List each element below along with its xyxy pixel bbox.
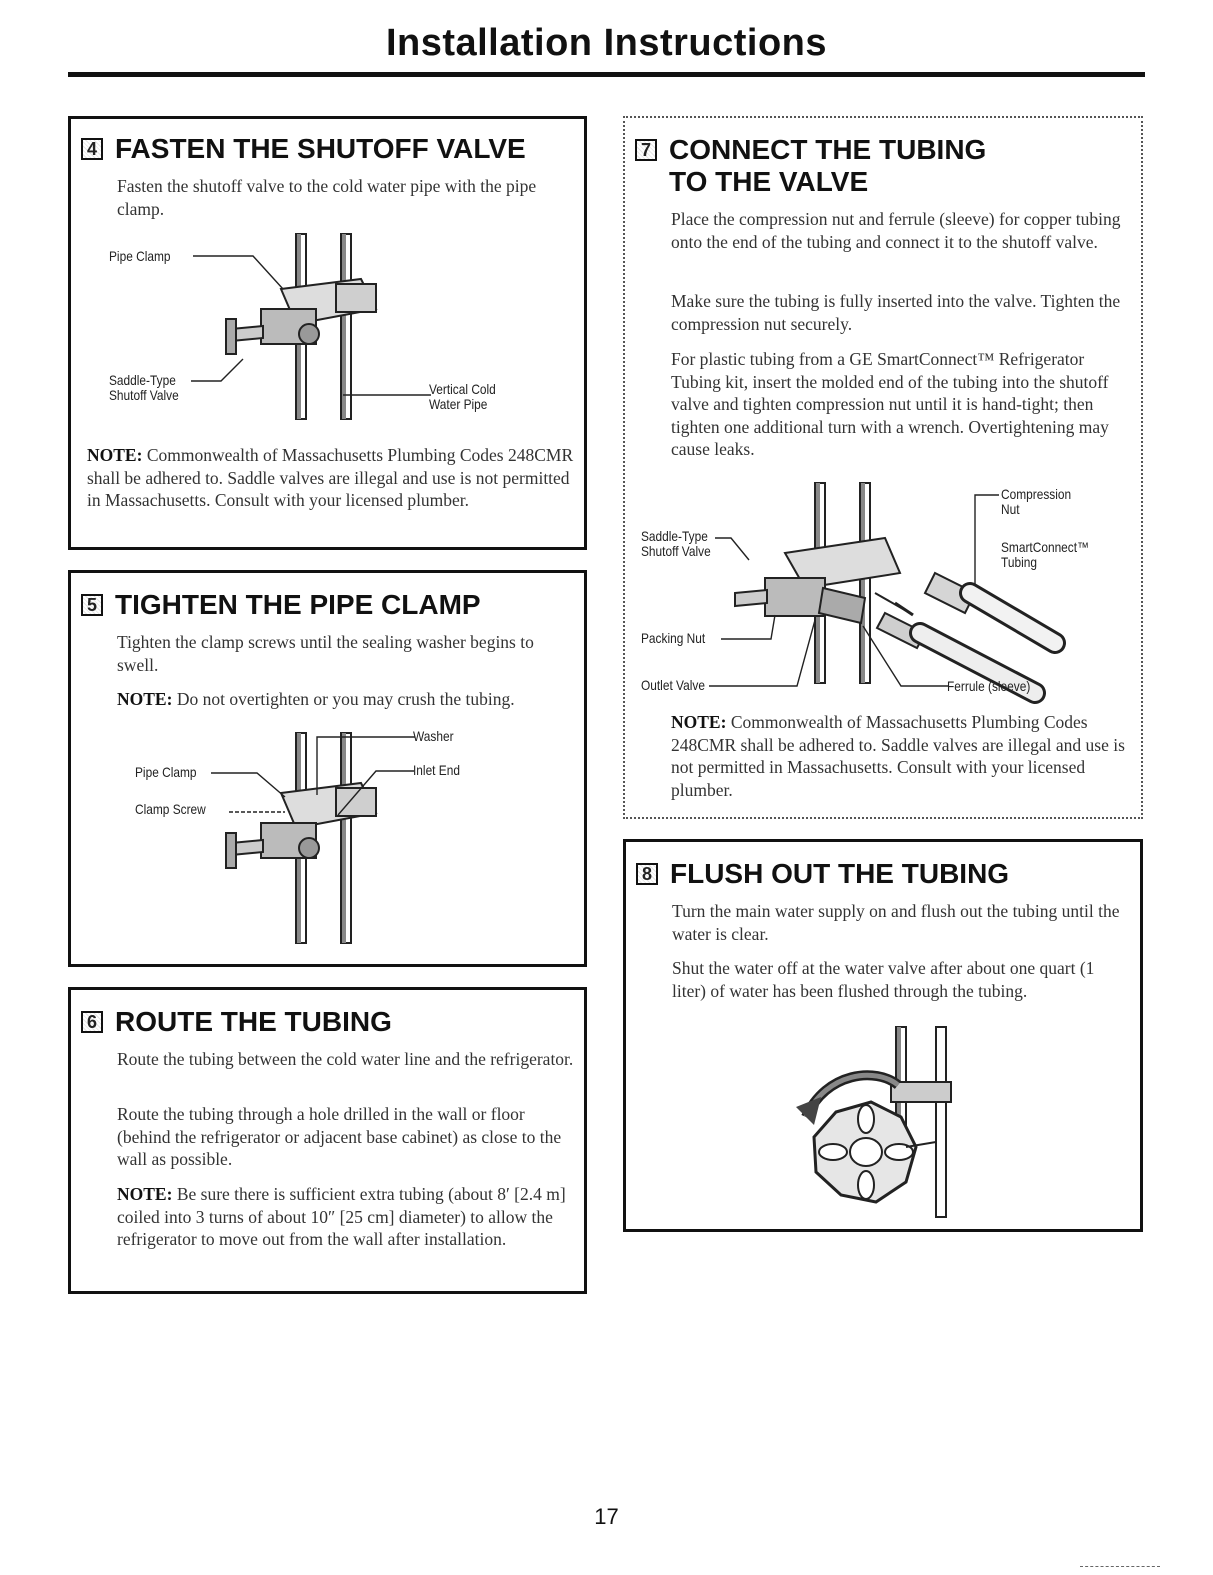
section-6-para-2: Route the tubing through a hole drilled in the wall or floor (behind the refrigerator or adjacent base cabinet) as close to the wall as possible. xyxy=(117,1104,562,1169)
label-outlet-valve: Outlet Valve xyxy=(641,677,705,693)
label-water-pipe: Water Pipe xyxy=(429,396,488,412)
step-number-7: 7 xyxy=(635,139,657,161)
section-4-fasten-valve xyxy=(68,116,587,550)
leader-outlet-valve xyxy=(709,618,819,690)
section-6-note: NOTE: Be sure there is sufficient extra tubing (about 8′ [2.4 m] coiled into 3 turns of about 10″ [25 cm] diameter) to allow the refrigerator to move out from the wall after installation. xyxy=(117,1184,566,1249)
label-pipe-clamp: Pipe Clamp xyxy=(109,248,171,264)
bottom-dashed-rule xyxy=(1080,1566,1160,1567)
leader-pipe-clamp-5 xyxy=(211,771,291,801)
leader-clamp-screw xyxy=(229,808,289,818)
section-7-para-1: Place the compression nut and ferrule (sleeve) for copper tubing onto the end of the tubing and connect it to the shutoff valve. xyxy=(671,209,1121,252)
section-5-title: TIGHTEN THE PIPE CLAMP xyxy=(115,589,481,620)
label-compression: Compression xyxy=(1001,486,1072,502)
leader-inlet-end xyxy=(336,769,416,819)
page-number: 17 xyxy=(594,1504,619,1529)
label-washer: Washer xyxy=(413,728,454,744)
label-smartconnect: SmartConnect™ xyxy=(1001,539,1089,555)
section-8-header xyxy=(636,858,1009,890)
leader-saddle-valve-7 xyxy=(715,536,755,566)
section-5-header xyxy=(81,589,481,621)
label-ferrule: Ferrule (sleeve) xyxy=(947,678,1031,694)
section-8-para-1: Turn the main water supply on and flush out the tubing until the water is clear. xyxy=(672,901,1120,944)
step-number-5: 5 xyxy=(81,594,103,616)
section-4-intro: Fasten the shutoff valve to the cold water pipe with the pipe clamp. xyxy=(117,176,537,219)
step-number-6: 6 xyxy=(81,1011,103,1033)
label-saddle-type-7: Saddle-Type xyxy=(641,528,708,544)
section-6-header xyxy=(81,1006,392,1038)
section-6-title: ROUTE THE TUBING xyxy=(115,1006,392,1037)
section-4-title: FASTEN THE SHUTOFF VALVE xyxy=(115,133,526,164)
water-valve-handle-illustration xyxy=(786,1027,986,1217)
label-inlet-end: Inlet End xyxy=(413,762,460,778)
label-shutoff-valve: Shutoff Valve xyxy=(109,387,179,403)
section-5-note: NOTE: Do not overtighten or you may crush the tubing. xyxy=(117,689,515,709)
section-7-title-line-2: TO THE VALVE xyxy=(669,166,869,197)
section-7-para-3: For plastic tubing from a GE SmartConnect™ Refrigerator Tubing kit, insert the molded end of the tubing into the shutoff valve and tighten compression nut until it is hand-tight; then tighten one additional turn with a wrench. Overtightening may cause leaks. xyxy=(671,349,1109,459)
label-pipe-clamp-5: Pipe Clamp xyxy=(135,764,197,780)
section-7-header xyxy=(635,134,986,198)
leader-saddle-valve xyxy=(191,357,251,387)
section-4-note: NOTE: Commonwealth of Massachusetts Plumbing Codes 248CMR shall be adhered to. Saddle valves are illegal and use is not permitted in Massachusetts. Consult with your licensed plumber. xyxy=(87,445,574,510)
section-6-para-1: Route the tubing between the cold water line and the refrigerator. xyxy=(117,1049,574,1069)
section-8-flush-tubing xyxy=(623,839,1143,1232)
section-5-tighten-clamp xyxy=(68,570,587,967)
label-vertical-cold: Vertical Cold xyxy=(429,381,496,397)
title-divider xyxy=(68,72,1145,77)
section-8-para-2: Shut the water off at the water valve after about one quart (1 liter) of water has been flushed through the tubing. xyxy=(672,958,1095,1001)
section-5-intro: Tighten the clamp screws until the sealing washer begins to swell. xyxy=(117,632,534,675)
step-number-8: 8 xyxy=(636,863,658,885)
section-7-note: NOTE: Commonwealth of Massachusetts Plumbing Codes 248CMR shall be adhered to. Saddle valves are illegal and use is not permitted in Massachusetts. Consult with your licensed plumber. xyxy=(671,712,1125,800)
page-title: Installation Instructions xyxy=(385,22,828,64)
label-tubing: Tubing xyxy=(1001,554,1037,570)
section-7-para-2: Make sure the tubing is fully inserted into the valve. Tighten the compression nut securely. xyxy=(671,291,1121,334)
section-4-header xyxy=(81,133,526,165)
leader-compression-nut xyxy=(971,493,1003,588)
section-6-route-tubing xyxy=(68,987,587,1294)
leader-pipe-clamp xyxy=(193,255,288,295)
label-packing-nut: Packing Nut xyxy=(641,630,706,646)
step-number-4: 4 xyxy=(81,138,103,160)
label-nut: Nut xyxy=(1001,501,1020,517)
section-7-title-line-1: CONNECT THE TUBING xyxy=(669,134,987,165)
label-saddle-type: Saddle-Type xyxy=(109,372,176,388)
section-8-title: FLUSH OUT THE TUBING xyxy=(670,858,1010,889)
leader-ferrule xyxy=(861,624,951,690)
section-7-connect-tubing xyxy=(623,116,1143,819)
label-clamp-screw: Clamp Screw xyxy=(135,801,206,817)
leader-vertical-pipe xyxy=(343,390,433,400)
label-shutoff-valve-7: Shutoff Valve xyxy=(641,543,711,559)
